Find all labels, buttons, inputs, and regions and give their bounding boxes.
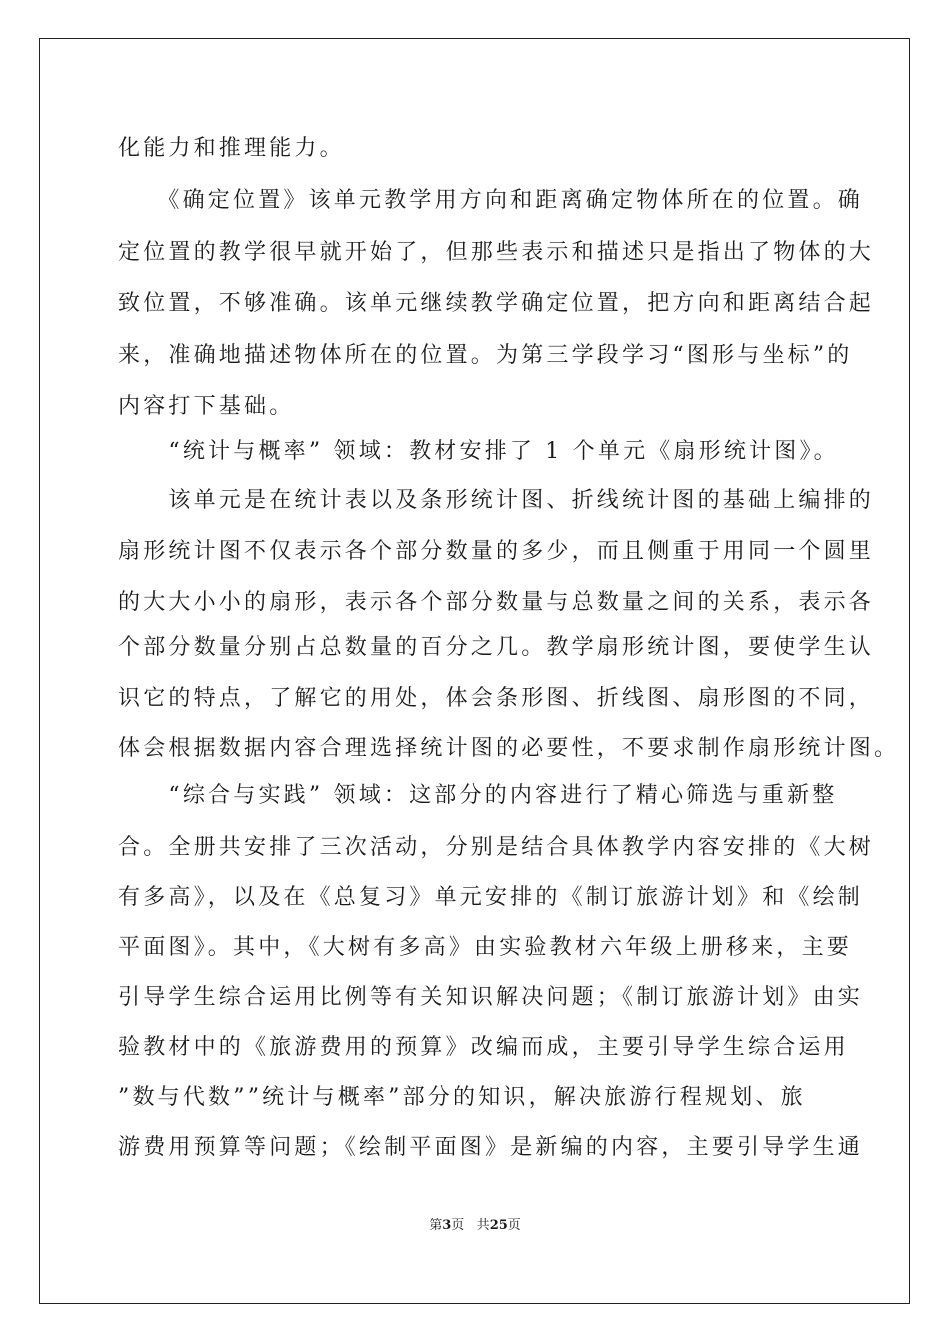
text-line: 验教材中的《旅游费用的预算》改编而成，主要引导学生综合运用 <box>118 1035 849 1060</box>
total-suffix: 页 <box>507 1218 521 1233</box>
text-line: 的大大小小的扇形，表示各个部分数量与总数量之间的关系，表示各 <box>118 590 875 615</box>
text-line: “综合与实践” 领域：这部分的内容进行了精心筛选与重新整 <box>118 783 838 808</box>
text-line: 化能力和推理能力。 <box>118 136 345 161</box>
text-line: 致位置，不够准确。该单元继续教学确定位置，把方向和距离结合起 <box>118 291 875 316</box>
text-line: 定位置的教学很早就开始了，但那些表示和描述只是指出了物体的大 <box>118 240 875 265</box>
text-line: 该单元是在统计表以及条形统计图、折线统计图的基础上编排的 <box>118 488 875 513</box>
text-line: 合。全册共安排了三次活动，分别是结合具体教学内容安排的《大树 <box>118 835 875 860</box>
text-line: 内容打下基础。 <box>118 394 295 419</box>
text-line: 有多高》，以及在《总复习》单元安排的《制订旅游计划》和《绘制 <box>118 885 864 910</box>
page-border <box>39 38 910 1304</box>
text-line: ”数与代数””统计与概率”部分的知识，解决旅游行程规划、旅 <box>118 1085 806 1110</box>
page-footer <box>0 1218 950 1234</box>
text-line: 引导学生综合运用比例等有关知识解决问题；《制订旅游计划》由实 <box>118 985 864 1010</box>
text-line: “统计与概率” 领域：教材安排了 1 个单元《扇形统计图》。 <box>118 439 839 464</box>
total-pages: 25 <box>489 1218 508 1233</box>
page-suffix: 页 <box>451 1218 465 1233</box>
text-line: 体会根据数据内容合理选择统计图的必要性，不要求制作扇形统计图。 <box>118 736 900 761</box>
total-prefix: 共 <box>476 1218 490 1233</box>
text-line: 游费用预算等问题；《绘制平面图》是新编的内容，主要引导学生通 <box>118 1135 864 1160</box>
text-line: 识它的特点，了解它的用处，体会条形图、折线图、扇形图的不同， <box>118 686 875 711</box>
page-prefix: 第 <box>429 1218 443 1233</box>
text-line: 《确定位置》该单元教学用方向和距离确定物体所在的位置。确 <box>118 188 864 213</box>
text-line: 平面图》。其中，《大树有多高》由实验教材六年级上册移来，主要 <box>118 935 853 960</box>
text-line: 来，准确地描述物体所在的位置。为第三学段学习“图形与坐标”的 <box>118 343 853 368</box>
page-number: 3 <box>442 1218 452 1233</box>
text-line: 扇形统计图不仅表示各个部分数量的多少，而且侧重于用同一个圆里 <box>118 539 875 564</box>
text-line: 个部分数量分别占总数量的百分之几。教学扇形统计图，要使学生认 <box>118 635 875 660</box>
